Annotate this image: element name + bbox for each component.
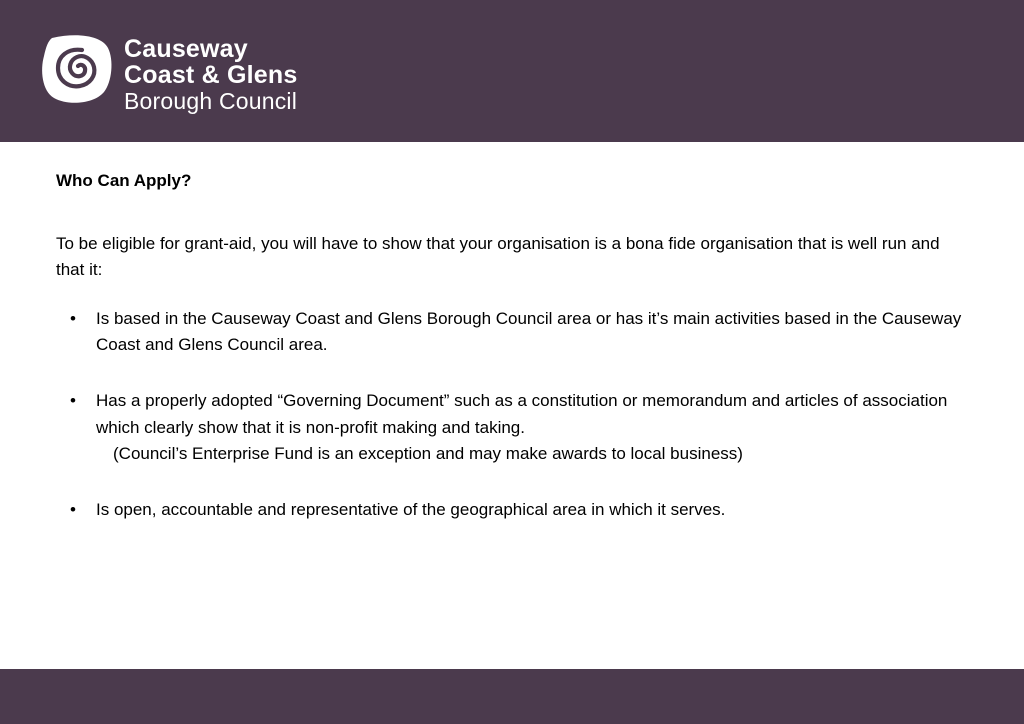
logo-wordmark: [124, 30, 297, 114]
intro-paragraph: To be eligible for grant-aid, you will have to show that your organisation is a bona fide organisation that is well run and that it:: [56, 233, 940, 280]
list-item: [56, 497, 979, 524]
logo-line-borough-council: Borough Council: [124, 88, 298, 114]
list-item-text: Is based in the Causeway Coast and Glens Borough Council area or has it’s main activities based in the Causeway Coast and Glens Council area.: [96, 308, 962, 355]
list-item-subtext: (Council’s Enterprise Fund is an exception and may make awards to local business): [113, 444, 743, 464]
council-logo: [38, 30, 297, 114]
bullet-marker-icon: •: [70, 308, 76, 328]
eligibility-bullet-list: [56, 306, 979, 524]
slide-content: [0, 142, 1024, 669]
list-item: [56, 306, 979, 359]
bullet-marker-icon: •: [70, 391, 76, 410]
spiral-shell-logo-icon: [38, 30, 118, 108]
logo-line-causeway: Causeway: [124, 35, 248, 63]
logo-line-coast-glens: Coast & Glens: [124, 61, 298, 89]
page-title: Who Can Apply?: [56, 171, 192, 190]
list-item-text: Is open, accountable and representative of the geographical area in which it serves.: [96, 500, 726, 520]
list-item: [56, 388, 979, 468]
bullet-marker-icon: •: [70, 500, 76, 520]
footer-band: [0, 669, 1024, 724]
list-item-text: Has a properly adopted “Governing Document” such as a constitution or memorandum and articles of association which clearly show that it is non-profit making and taking.: [96, 391, 948, 437]
header-band: [0, 0, 1024, 142]
